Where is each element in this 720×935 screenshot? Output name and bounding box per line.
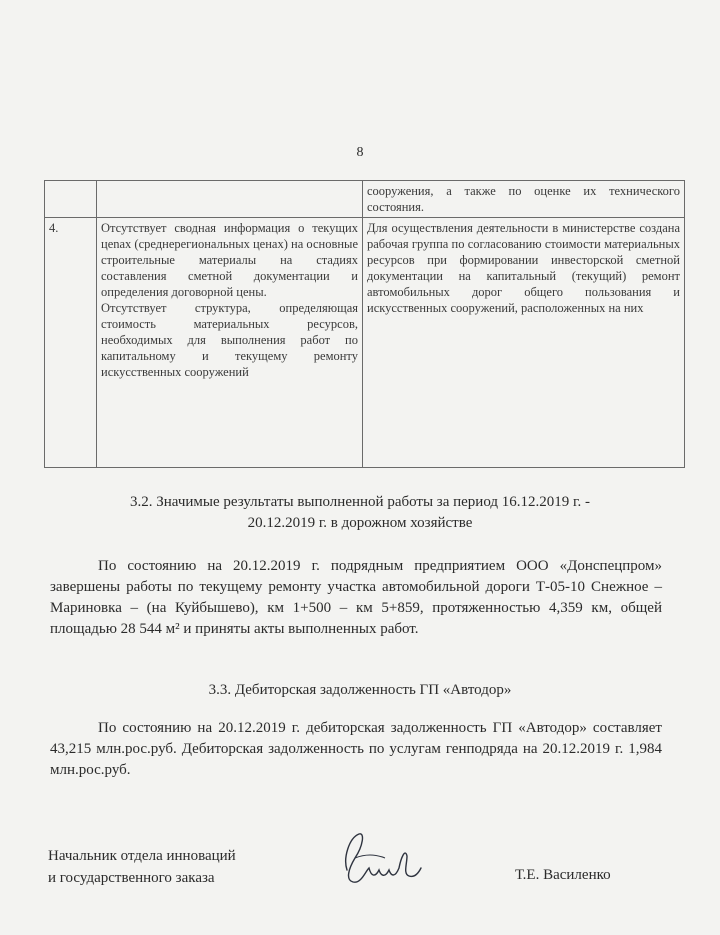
handwritten-signature <box>335 828 425 888</box>
section-heading: 3.3. Дебиторская задолженность ГП «Автодор» <box>208 682 512 698</box>
table-cell-problem <box>97 181 363 218</box>
problem-paragraph: Отсутствует сводная информация о текущих цenах (среднерегиональных ценах) на основные строительные материалы на стадиях составления сметной документации и определения договорной цены. <box>101 221 358 299</box>
section-heading <box>60 492 660 534</box>
page-number: 8 <box>356 145 364 160</box>
signer-position-line: Начальник отдела инноваций <box>48 848 236 864</box>
table-cell-number <box>45 181 97 218</box>
problem-paragraph: Отсутствует структура, определяющая стоимость материальных ресурсов, необходимых для выполнения работ по капитальному и текущему ремонту искусственных сооружений <box>101 301 358 379</box>
table-cell-measures: сооружения, а также по оценке их технического состояния. <box>363 181 685 218</box>
signer-name: Т.Е. Василенко <box>515 867 611 883</box>
heading-line: 20.12.2019 г. в дорожном хозяйстве <box>247 515 473 531</box>
table-row <box>45 181 685 218</box>
signer-position <box>48 845 236 889</box>
table-cell-measures: Для осуществления деятельности в министерстве создана рабочая группа по согласованию стоимости материальных ресурсов при формировании инвесторской сметной документации на капитальный (текущий) ремонт автомобильных дорог общего пользования и искусственных сооружений, расположенных на них <box>363 218 685 468</box>
section-paragraph: По состоянию на 20.12.2019 г. подрядным предприятием ООО «Донспецпром» завершены работы по текущему ремонту участка автомобильной дороги Т-05-10 Снежное – Мариновка – (на Куйбышево), км 1+500 – км 5+859, протяженностью 4,359 км, общей площадью 28 544 м² и приняты акты выполненных работ. <box>50 558 662 637</box>
table-cell-problem <box>97 218 363 468</box>
heading-line: 3.2. Значимые результаты выполненной работы за период 16.12.2019 г. - <box>129 494 590 510</box>
signer-position-line: и государственного заказа <box>48 870 215 886</box>
report-table <box>44 180 685 468</box>
table-row <box>45 218 685 468</box>
table-cell-number: 4. <box>45 218 97 468</box>
section-paragraph: По состоянию на 20.12.2019 г. дебиторская задолженность ГП «Автодор» составляет 43,215 млн.рос.руб. Дебиторская задолженность по услугам генподряда на 20.12.2019 г. 1,984 млн.рос.руб. <box>50 720 662 778</box>
